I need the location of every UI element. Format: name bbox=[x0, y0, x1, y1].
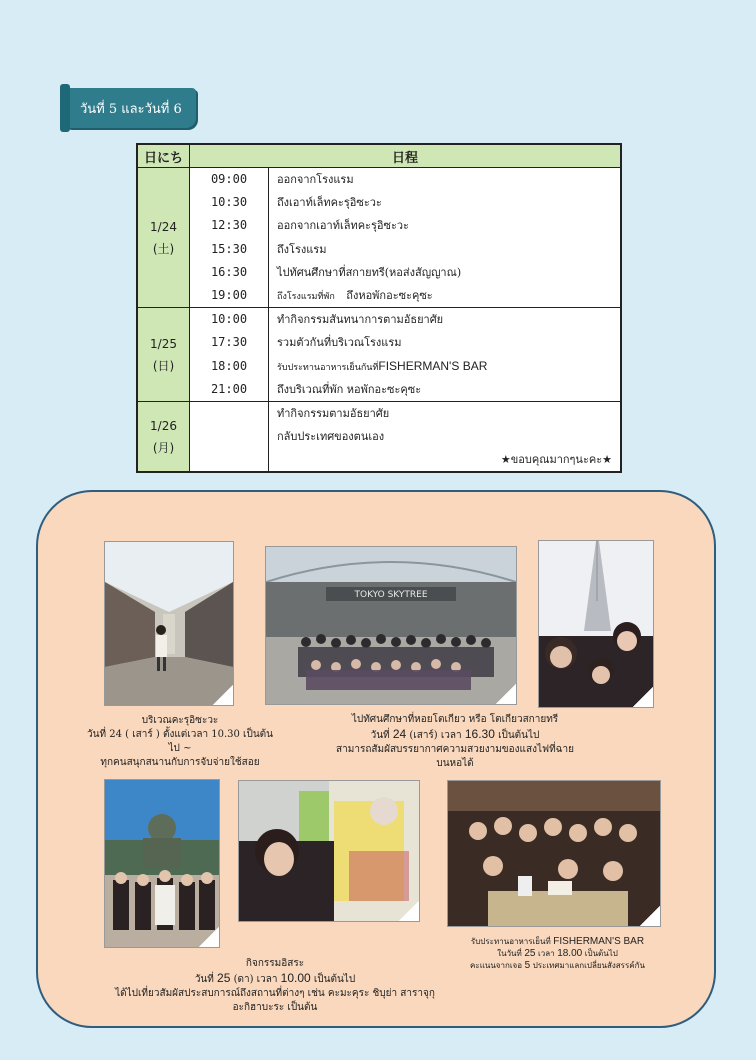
activity-text: ถึงโรงแรม bbox=[277, 242, 327, 256]
time-value: 10:30 bbox=[210, 195, 248, 210]
crane-game-image bbox=[239, 781, 419, 921]
activity-text: รวมตัวกันที่บริเวณโรงแรม bbox=[277, 336, 402, 350]
day-cell bbox=[137, 168, 190, 308]
caption-part: (เสาร์) เวลา bbox=[409, 730, 462, 741]
caption-line: วันที่ 24 ( เสาร์ ) ตั้งแต่เวลา 10.30 เป็นต้น bbox=[87, 729, 273, 740]
activity-text: ไปทัศนศึกษาที่สกายทรี(หอส่งสัญญาณ) bbox=[277, 265, 462, 279]
caption-date: 25 bbox=[217, 971, 231, 985]
photo-corner-fold bbox=[632, 686, 654, 708]
activity-text: กลับประเทศของตนเอง bbox=[277, 430, 385, 444]
caption-line: ทุกคนสนุกสนานกับการจับจ่ายใช้สอย bbox=[100, 757, 260, 768]
bar-party-image bbox=[448, 781, 660, 926]
caption-part: ประเทศมาแลกเปลี่ยนสังสรรค์กัน bbox=[532, 961, 645, 970]
caption-line: อะกิฮาบะระ เป็นต้น bbox=[232, 1002, 318, 1013]
caption-line bbox=[330, 727, 580, 743]
day-cell bbox=[137, 401, 190, 472]
day-weekday: (日) bbox=[152, 358, 175, 373]
time-value: 16:30 bbox=[210, 264, 248, 279]
caption-part: เวลา bbox=[538, 949, 555, 958]
caption-part: วันที่ bbox=[194, 974, 214, 985]
caption-line bbox=[460, 936, 655, 948]
caption-time: 16.30 bbox=[464, 727, 495, 741]
schedule-day-row bbox=[137, 401, 621, 472]
photo-outlet bbox=[104, 541, 234, 706]
thanks-note: ★ขอบคุณมากๆนะคะ★ bbox=[500, 453, 612, 467]
time-value: 10:00 bbox=[210, 312, 248, 327]
day-cell bbox=[137, 308, 190, 402]
schedule-header-row bbox=[137, 144, 621, 168]
activity-text: ออกจากเอาท์เล็ทคะรุอิซะวะ bbox=[277, 219, 409, 233]
day-weekday: (月) bbox=[152, 440, 175, 455]
section-title-tab bbox=[66, 88, 196, 128]
photo-crane-game bbox=[238, 780, 420, 922]
caption-part: เป็นต้นไป bbox=[313, 974, 356, 985]
caption-part: เป็นต้นไป bbox=[498, 730, 540, 741]
header-day: 日にち bbox=[137, 144, 190, 168]
day-weekday: (土) bbox=[152, 241, 175, 256]
time-value: 18:00 bbox=[210, 358, 248, 373]
caption-line: ไปทัศนศึกษาที่หอยโตเกียว หรือ โตเกียวสกายทรี bbox=[351, 714, 559, 725]
caption-line bbox=[460, 948, 655, 960]
activity-prefix: รับประทานอาหารเย็นกันที่ bbox=[277, 362, 379, 373]
buddha-group-image bbox=[105, 780, 219, 947]
caption-line: บนหอได้ bbox=[436, 758, 474, 769]
day-date: 1/24 bbox=[150, 219, 177, 234]
day-date: 1/26 bbox=[150, 418, 177, 433]
times-cell bbox=[190, 401, 269, 472]
activity-venue: FISHERMAN'S BAR bbox=[378, 358, 488, 373]
photo-bar-party bbox=[447, 780, 661, 927]
caption-line: ไป ~ bbox=[168, 743, 192, 754]
photo-skytree-selfie bbox=[538, 540, 654, 708]
activity-line bbox=[269, 355, 620, 378]
caption-bar bbox=[460, 936, 655, 972]
caption-date: 25 bbox=[524, 948, 536, 959]
activity-text: ออกจากโรงแรม bbox=[277, 173, 354, 186]
caption-line: สามารถสัมผัสบรรยากาศความสวยงามของแสงไฟที่ฉาย bbox=[336, 744, 574, 755]
caption-outlet bbox=[80, 714, 280, 770]
caption-part: วันที่ bbox=[370, 730, 390, 741]
activity-text: ทำกิจกรรมตามอัธยาศัย bbox=[277, 406, 390, 420]
activity-line bbox=[269, 284, 620, 307]
section-title: วันที่ 5 และวันที่ 6 bbox=[80, 101, 182, 117]
caption-line: ได้ไปเที่ยวสัมผัสประสบการณ์ถึงสถานที่ต่างๆ เช่น คะมะคุระ ชิบุย่า สาราจุกุ bbox=[115, 988, 435, 999]
caption-line bbox=[460, 960, 655, 972]
photo-corner-fold bbox=[398, 900, 420, 922]
activity-text: ถึงเอาท์เล็ทคะรุอิซะวะ bbox=[277, 196, 382, 210]
photo-corner-fold bbox=[639, 905, 661, 927]
skytree-group-image bbox=[266, 547, 516, 704]
caption-line: บริเวณคะรุอิซะวะ bbox=[141, 715, 219, 726]
schedule-table bbox=[136, 143, 622, 473]
activity-prefix: ถึงโรงแรมที่พัก bbox=[277, 291, 335, 302]
time-value: 19:00 bbox=[210, 287, 248, 302]
caption-free-activity bbox=[100, 957, 450, 1015]
activities-cell bbox=[269, 401, 622, 472]
photo-corner-fold bbox=[212, 684, 234, 706]
caption-venue: FISHERMAN'S BAR bbox=[553, 936, 645, 947]
times-cell bbox=[190, 308, 269, 402]
caption-part: เป็นต้นไป bbox=[584, 949, 618, 958]
header-schedule: 日程 bbox=[190, 144, 622, 168]
caption-part: (ดา) เวลา bbox=[233, 974, 278, 985]
activities-cell bbox=[269, 168, 622, 308]
activity-text: ถึงบริเวณที่พัก หอพักอะซะคุซะ bbox=[277, 382, 422, 396]
skytree-selfie-image bbox=[539, 541, 653, 707]
times-cell bbox=[190, 168, 269, 308]
photo-buddha-group bbox=[104, 779, 220, 948]
schedule-day-row bbox=[137, 168, 621, 308]
outlet-image bbox=[105, 542, 233, 705]
time-value: 12:30 bbox=[210, 218, 248, 233]
time-value: 21:00 bbox=[210, 381, 248, 396]
day-date: 1/25 bbox=[150, 336, 177, 351]
time-value: 09:00 bbox=[210, 172, 248, 186]
caption-time: 10.00 bbox=[280, 971, 311, 985]
caption-part: รับประทานอาหารเย็นที่ bbox=[470, 937, 551, 946]
caption-line: กิจกรรมอิสระ bbox=[245, 958, 305, 969]
caption-count: 5 bbox=[524, 960, 531, 971]
photo-skytree-group bbox=[265, 546, 517, 705]
time-value: 15:30 bbox=[210, 241, 248, 256]
caption-time: 18.00 bbox=[557, 948, 583, 959]
activity-text: ทำกิจกรรมสันทนาการตามอัธยาศัย bbox=[277, 313, 444, 327]
caption-skytree bbox=[330, 713, 580, 771]
photo-corner-fold bbox=[495, 683, 517, 705]
caption-line bbox=[100, 971, 450, 987]
activity-text: ถึงหอพักอะซะคุซะ bbox=[346, 288, 433, 302]
caption-part: คะแนนจากเจอ bbox=[470, 961, 523, 970]
activities-cell bbox=[269, 308, 622, 402]
schedule-day-row bbox=[137, 308, 621, 402]
caption-date: 24 bbox=[392, 727, 407, 741]
caption-part: ในวันที่ bbox=[497, 949, 522, 958]
photo-corner-fold bbox=[198, 926, 220, 948]
time-value: 17:30 bbox=[210, 335, 248, 350]
skytree-sign: TOKYO SKYTREE bbox=[354, 590, 428, 600]
